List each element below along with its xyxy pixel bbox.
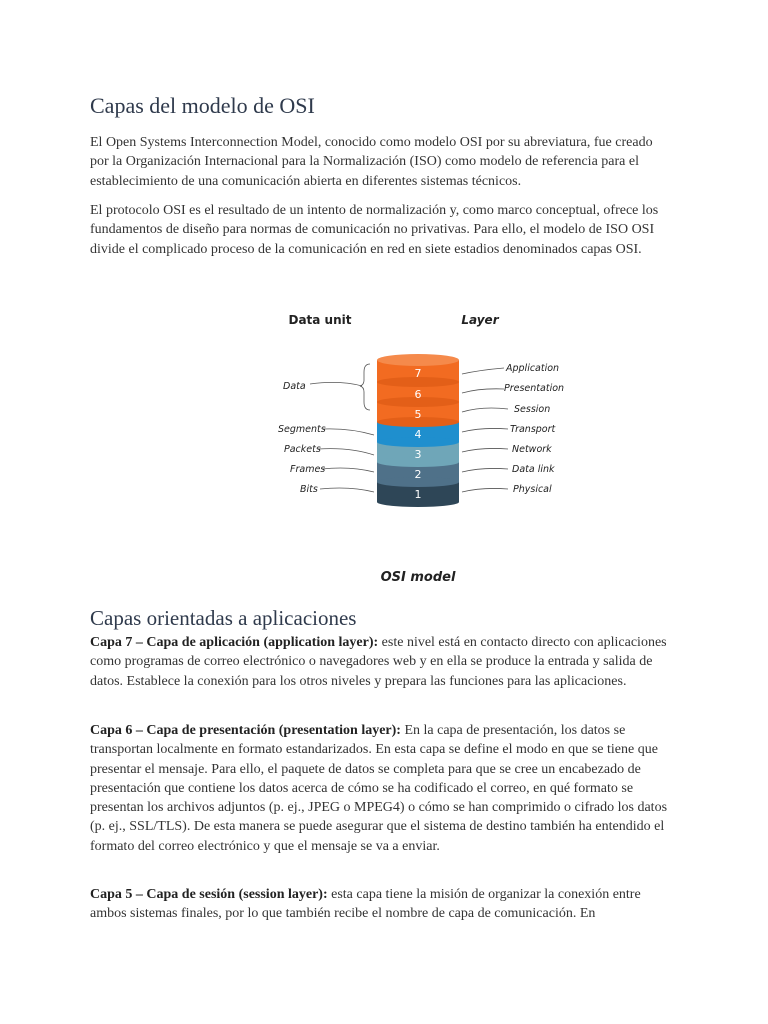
layer-name-presentation: Presentation (504, 383, 565, 394)
layer-1-number: 1 (414, 488, 422, 501)
layer-6-label: Capa 6 – Capa de presentación (presentation layer): (90, 723, 401, 738)
layer-6-number: 6 (414, 388, 422, 401)
layer-7-text: este nivel está en contacto directo con aplicaciones como programas de correo electrónico o navegadores web y en ella se produce la entrada y salida de datos. Establece la conexión para los otros niveles y prepara las funciones para las aplicaciones. (90, 635, 667, 689)
layer-2-number: 2 (414, 468, 422, 481)
data-unit-segments: Segments (278, 424, 326, 435)
data-unit-packets: Packets (284, 444, 321, 455)
page-title: Capas del modelo de OSI (90, 93, 315, 118)
osi-model-figure (270, 300, 570, 600)
section-title: Capas orientadas a aplicaciones (90, 606, 357, 630)
layer-name-session: Session (514, 404, 551, 415)
layer-3-number: 3 (414, 448, 422, 461)
layer-6-text: En la capa de presentación, los datos se transportan localmente en formato estandarizados. En esta capa se define el modo en que se tiene que presentar el mensaje. Para ello, el paquete de datos se completa para que se cree un encabezado de presentación que contiene los datos acerca de cómo se ha codificado el correo, en qué formato se presentan los archivos adjuntos (p. ej., JPEG o MPEG4) o cómo se han comprimido o cifrado los datos (p. ej., SSL/TLS). De esta manera se puede asegurar que el sistema de destino también ha entendido el formato del correo electrónico y que el mensaje se va a enviar. (90, 723, 668, 854)
layer-names (504, 363, 564, 495)
figure-caption: OSI model (380, 570, 456, 585)
layer-5-paragraph (90, 885, 672, 924)
layer-name-transport: Transport (510, 424, 556, 435)
layer-name-data-link: Data link (512, 464, 555, 475)
layer-5-text: esta capa tiene la misión de organizar la conexión entre ambos sistemas finales, por lo que también recibe el nombre de capa de comunicación. En (90, 887, 641, 922)
layer-7-number: 7 (414, 367, 422, 380)
data-unit-data: Data (283, 381, 306, 392)
data-unit-frames: Frames (290, 464, 326, 475)
layer-4-number: 4 (414, 428, 422, 441)
osi-diagram (270, 300, 570, 600)
layer-5-label: Capa 5 – Capa de sesión (session layer): (90, 887, 328, 902)
layer-7-label: Capa 7 – Capa de aplicación (application layer): (90, 635, 379, 650)
intro-paragraph-1: El Open Systems Interconnection Model, conocido como modelo OSI por su abreviatura, fue creado por la Organización Internacional para la Normalización (ISO) como modelo de referencia para el establecimiento de una comunicación abierta en diferentes sistemas técnicos. (90, 135, 653, 189)
data-unit-bits: Bits (300, 484, 318, 495)
layer-6-paragraph (90, 721, 672, 856)
layer-5-number: 5 (414, 408, 422, 421)
layer-stack (377, 354, 459, 507)
header-layer: Layer (461, 313, 499, 327)
layer-name-network: Network (512, 444, 552, 455)
layer-name-physical: Physical (513, 484, 552, 495)
layer-name-application: Application (506, 363, 560, 374)
data-unit-names (278, 381, 326, 495)
header-data-unit: Data unit (288, 313, 352, 327)
layer-7-disc (377, 354, 459, 387)
intro-paragraph-2: El protocolo OSI es el resultado de un intento de normalización y, como marco conceptual, ofrece los fundamentos de diseño para normas de comunicación no privativas. Para ello, el modelo de ISO OSI divide el complicado proceso de la comunicación en red en siete estadios denominados capas OSI. (90, 203, 659, 257)
layer-7-paragraph (90, 633, 672, 691)
